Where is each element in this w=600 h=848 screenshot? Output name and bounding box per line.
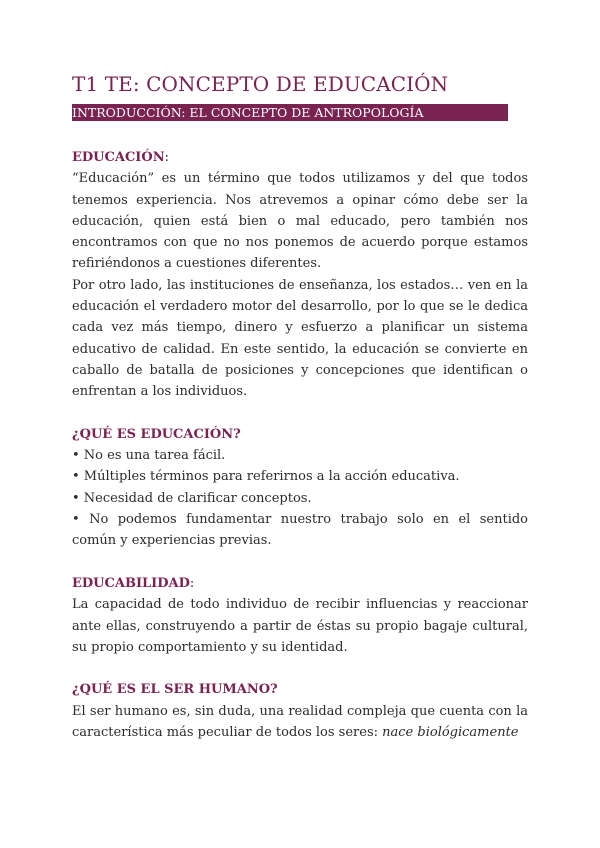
- heading-ser-humano: ¿QUÉ ES EL SER HUMANO?: [72, 682, 278, 698]
- heading-colon: :: [189, 575, 195, 591]
- ser-humano-paragraph: [72, 701, 528, 744]
- document-title: T1 TE: CONCEPTO DE EDUCACIÓN: [72, 72, 449, 96]
- ser-humano-text: El ser humano es, sin duda, una realidad compleja que cuenta con la característica más peculiar de todos los seres:: [72, 703, 528, 741]
- heading-educacion-text: EDUCACIÓN: [72, 150, 165, 165]
- document-body: [72, 147, 528, 743]
- educacion-paragraph-1: “Educación” es un término que todos utilizamos y del que todos tenemos experiencia. Nos atrevemos a opinar cómo debe ser la educación, quien está bien o mal educado, pero también nos encontramos con que no nos ponemos de acuerdo porque estamos refiriéndonos a cuestiones diferentes.: [72, 171, 528, 272]
- bullet-item: • Necesidad de clarificar conceptos.: [72, 490, 312, 506]
- heading-educabilidad-text: EDUCABILIDAD: [72, 575, 190, 591]
- bullet-item: • No es una tarea fácil.: [72, 448, 226, 464]
- section-subtitle-bar: INTRODUCCIÓN: EL CONCEPTO DE ANTROPOLOGÍA: [72, 104, 508, 121]
- heading-educabilidad: [72, 573, 528, 594]
- heading-colon: :: [164, 150, 169, 165]
- bullet-item: • Múltiples términos para referirnos a la acción educativa.: [72, 469, 460, 485]
- ser-humano-italic-text: nace biológicamente: [382, 725, 519, 741]
- bullet-item: • No podemos fundamentar nuestro trabajo solo en el sentido común y experiencias previas.: [72, 512, 528, 549]
- educabilidad-paragraph: La capacidad de todo individuo de recibir influencias y reaccionar ante ellas, construyendo a partir de éstas su propio bagaje cultural, su propio comportamiento y su identidad.: [72, 597, 528, 655]
- educacion-paragraph-2: Por otro lado, las instituciones de enseñanza, los estados… ven en la educación el verdadero motor del desarrollo, por lo que se le dedica cada vez más tiempo, dinero y esfuerzo a planificar un sistema educativo de calidad. En este sentido, la educación se convierte en caballo de batalla de posiciones y concepciones que identifican o enfrentan a los individuos.: [72, 277, 528, 400]
- heading-educacion: [72, 147, 528, 168]
- heading-que-es-educacion: ¿QUÉ ES EDUCACIÓN?: [72, 426, 241, 442]
